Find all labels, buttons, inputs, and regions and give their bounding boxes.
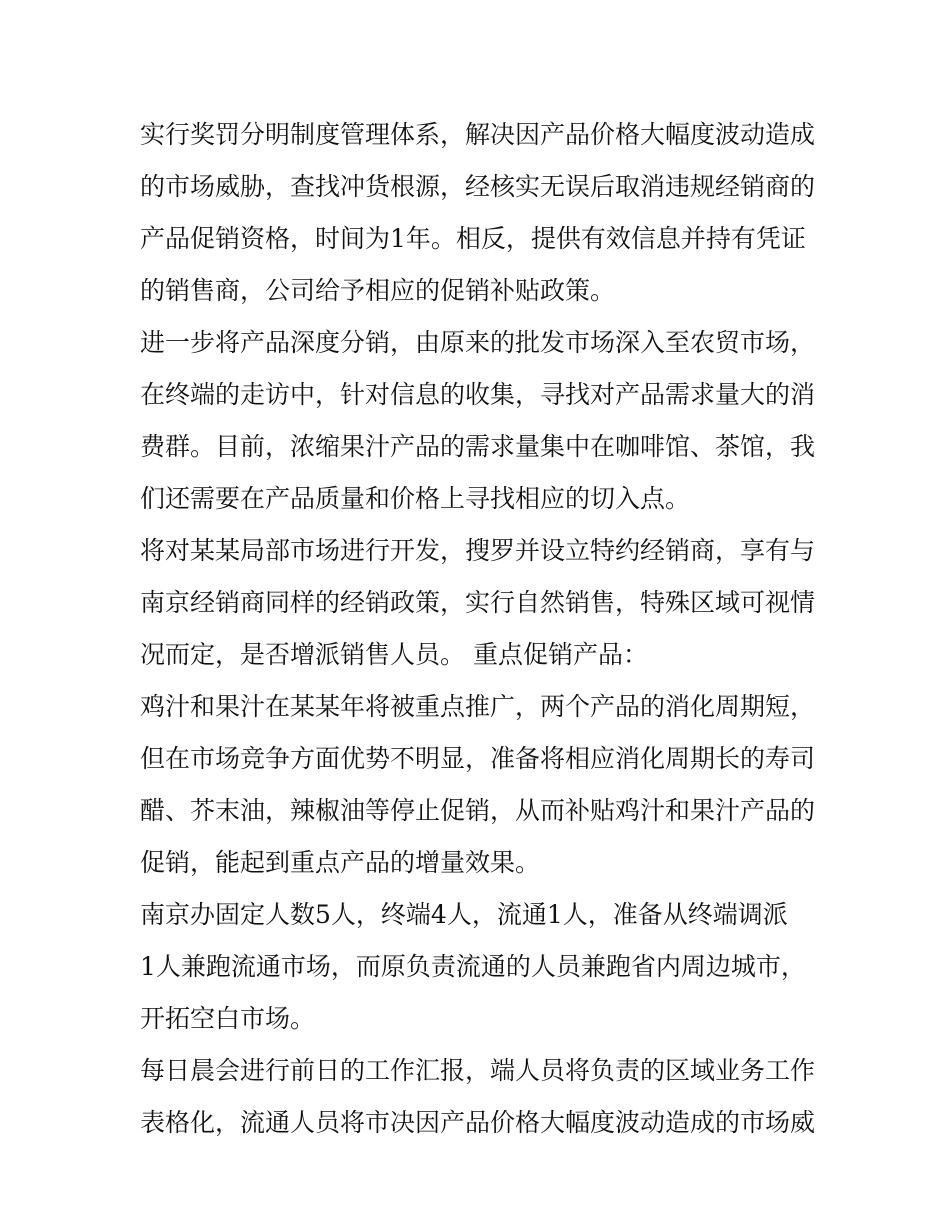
text-line: 鸡汁和果汁在某某年将被重点推广，两个产品的消化周期短， [140, 692, 816, 721]
text-line: 1人兼跑流通市场，而原负责流通的人员兼跑省内周边城市， [140, 952, 806, 981]
text-line: 们还需要在产品质量和价格上寻找相应的切入点。 [140, 484, 691, 513]
text-line: 的销售商，公司给予相应的促销补贴政策。 [140, 276, 616, 305]
paragraph-morning-meeting [140, 1045, 815, 1149]
paragraph-deep-distribution [140, 317, 815, 525]
text-line: 的市场威胁，查找冲货根源，经核实无误后取消违规经销商的 [140, 172, 816, 201]
text-line: 但在市场竞争方面优势不明显，准备将相应消化周期长的寿司 [140, 744, 816, 773]
text-line: 促销，能起到重点产品的增量效果。 [140, 848, 541, 877]
document-body [140, 109, 815, 1149]
text-line: 况而定，是否增派销售人员。 重点促销产品： [140, 640, 648, 669]
text-line: 将对某某局部市场进行开发，搜罗并设立特约经销商，享有与 [140, 536, 816, 565]
text-line: 表格化，流通人员将市决因产品价格大幅度波动造成的市场威 [140, 1108, 816, 1137]
paragraph-local-market [140, 525, 815, 681]
paragraph-reward-penalty [140, 109, 815, 317]
text-line: 开拓空白市场。 [140, 1004, 316, 1033]
text-line: 南京办固定人数5人，终端4人，流通1人，准备从终端调派 [140, 900, 788, 929]
text-line: 实行奖罚分明制度管理体系，解决因产品价格大幅度波动造成 [140, 120, 816, 149]
text-line: 每日晨会进行前日的工作汇报，端人员将负责的区域业务工作 [140, 1056, 816, 1085]
text-line: 南京经销商同样的经销政策，实行自然销售，特殊区域可视情 [140, 588, 816, 617]
text-line: 在终端的走访中，针对信息的收集，寻找对产品需求量大的消 [140, 380, 816, 409]
text-line: 进一步将产品深度分销，由原来的批发市场深入至农贸市场， [140, 328, 816, 357]
text-line: 醋、芥末油，辣椒油等停止促销，从而补贴鸡汁和果汁产品的 [140, 796, 816, 825]
text-line: 费群。目前，浓缩果汁产品的需求量集中在咖啡馆、茶馆，我 [140, 432, 816, 461]
text-line: 产品促销资格，时间为1年。相反，提供有效信息并持有凭证 [140, 224, 806, 253]
paragraph-staffing [140, 889, 815, 1045]
paragraph-key-products [140, 681, 815, 889]
